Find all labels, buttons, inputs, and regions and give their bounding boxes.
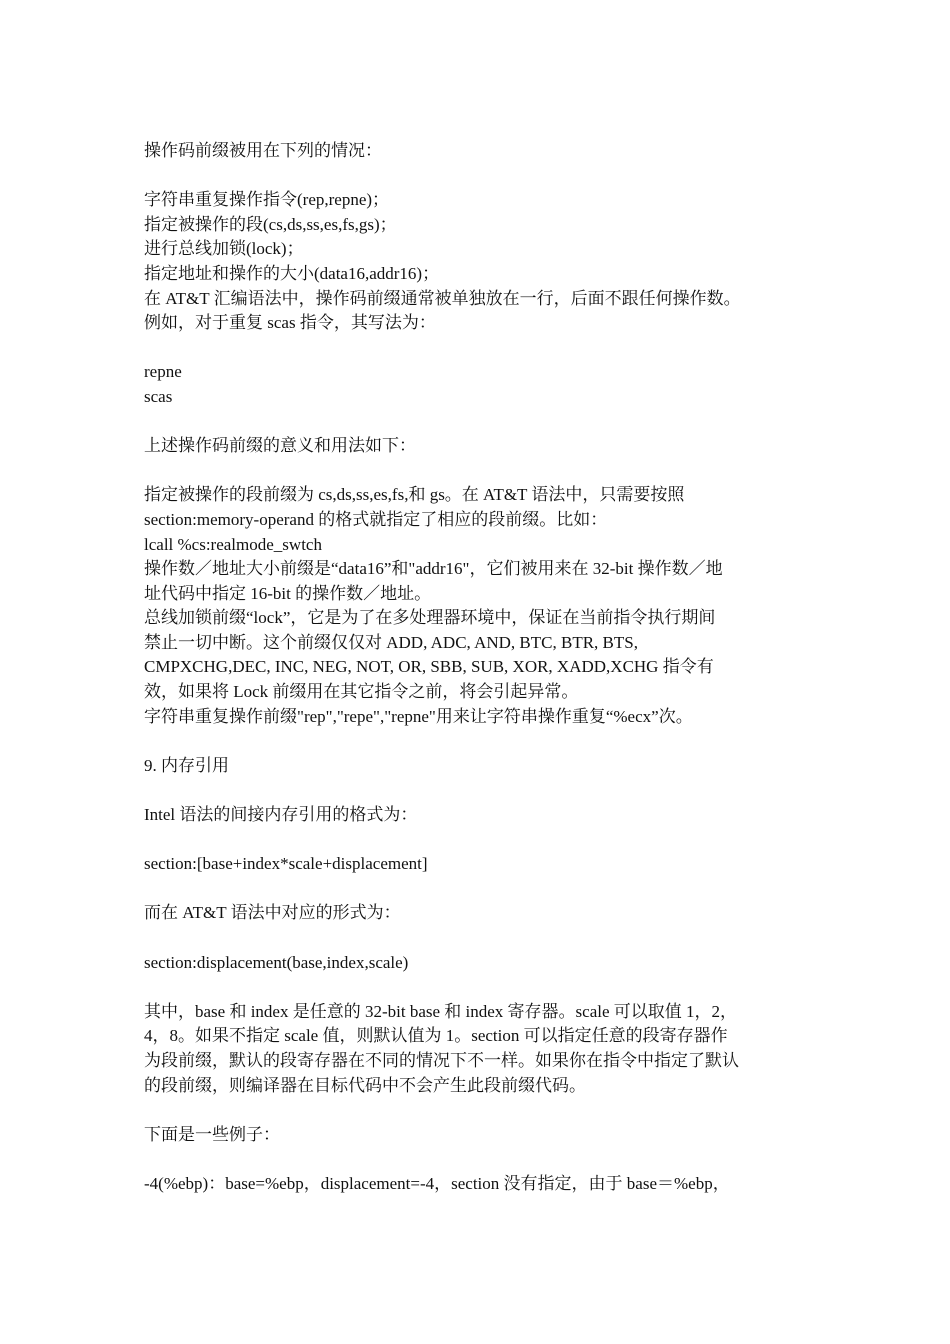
text-line: 为段前缀，默认的段寄存器在不同的情况下不一样。如果你在指令中指定了默认: [144, 1050, 739, 1070]
text-line: repne: [144, 362, 182, 382]
paragraph: [144, 188, 814, 336]
text-line: 4，8。如果不指定 scale 值，则默认值为 1。section 可以指定任意的段寄存器作: [144, 1026, 728, 1046]
text-line: 指定被操作的段前缀为 cs,ds,ss,es,fs,和 gs。在 AT&T 语法中，只需要按照: [144, 485, 685, 505]
paragraph: [144, 360, 814, 409]
paragraph: [144, 901, 814, 926]
text-line: 下面是一些例子：: [144, 1124, 280, 1144]
paragraph: [144, 434, 814, 459]
text-line: 禁止一切中断。这个前缀仅仅对 ADD, ADC, AND, BTC, BTR, BTS,: [144, 632, 638, 652]
paragraph: [144, 483, 814, 729]
text-line: section:memory-operand 的格式就指定了相应的段前缀。比如：: [144, 509, 608, 529]
text-line: 总线加锁前缀“lock”，它是为了在多处理器环境中，保证在当前指令执行期间: [144, 608, 716, 628]
text-line: 上述操作码前缀的意义和用法如下：: [144, 436, 416, 456]
text-line: 进行总线加锁(lock)；: [144, 239, 304, 259]
paragraph: [144, 754, 814, 779]
paragraph: [144, 852, 814, 877]
text-line: lcall %cs:realmode_swtch: [144, 534, 322, 554]
paragraph-spacer: [144, 729, 814, 754]
paragraph: [144, 1000, 814, 1098]
paragraph-spacer: [144, 975, 814, 1000]
paragraph-spacer: [144, 1098, 814, 1123]
paragraph-spacer: [144, 459, 814, 484]
text-line: 效，如果将 Lock 前缀用在其它指令之前，将会引起异常。: [144, 682, 579, 702]
paragraph: [144, 139, 814, 164]
text-line: section:[base+index*scale+displacement]: [144, 854, 428, 874]
paragraph: [144, 803, 814, 828]
paragraph: [144, 1172, 814, 1197]
text-line: 字符串重复操作前缀"rep","repe","repne"用来让字符串操作重复“%ecx”次。: [144, 706, 693, 726]
text-line: 指定地址和操作的大小(data16,addr16)；: [144, 263, 440, 283]
text-line: 而在 AT&T 语法中对应的形式为：: [144, 903, 401, 923]
paragraph-spacer: [144, 877, 814, 902]
paragraph-spacer: [144, 1147, 814, 1172]
paragraph-spacer: [144, 336, 814, 361]
text-line: 9. 内存引用: [144, 755, 229, 775]
paragraph-spacer: [144, 164, 814, 189]
text-line: -4(%ebp)：base=%ebp，displacement=-4，section 没有指定，由于 base＝%ebp，: [144, 1173, 730, 1193]
paragraph-spacer: [144, 926, 814, 951]
paragraph-spacer: [144, 828, 814, 853]
document-page: [144, 139, 814, 1197]
text-line: 的段前缀，则编译器在目标代码中不会产生此段前缀代码。: [144, 1075, 586, 1095]
paragraph-spacer: [144, 778, 814, 803]
text-line: CMPXCHG,DEC, INC, NEG, NOT, OR, SBB, SUB, XOR, XADD,XCHG 指令有: [144, 657, 714, 677]
text-line: 操作数／地址大小前缀是“data16”和"addr16"，它们被用来在 32-bit 操作数／地: [144, 559, 723, 579]
text-line: 其中，base 和 index 是任意的 32-bit base 和 index 寄存器。scale 可以取值 1，2，: [144, 1001, 738, 1021]
text-line: 操作码前缀被用在下列的情况：: [144, 141, 382, 160]
paragraph: [144, 951, 814, 976]
text-line: 指定被操作的段(cs,ds,ss,es,fs,gs)；: [144, 214, 397, 234]
text-line: section:displacement(base,index,scale): [144, 952, 409, 972]
text-line: 址代码中指定 16-bit 的操作数／地址。: [144, 583, 432, 603]
text-line: 在 AT&T 汇编语法中，操作码前缀通常被单独放在一行，后面不跟任何操作数。: [144, 288, 741, 308]
text-line: 例如，对于重复 scas 指令，其写法为：: [144, 313, 436, 333]
text-line: Intel 语法的间接内存引用的格式为：: [144, 805, 418, 825]
paragraph-spacer: [144, 410, 814, 435]
text-line: 字符串重复操作指令(rep,repne)；: [144, 190, 390, 210]
text-line: scas: [144, 386, 173, 406]
paragraph: [144, 1123, 814, 1148]
